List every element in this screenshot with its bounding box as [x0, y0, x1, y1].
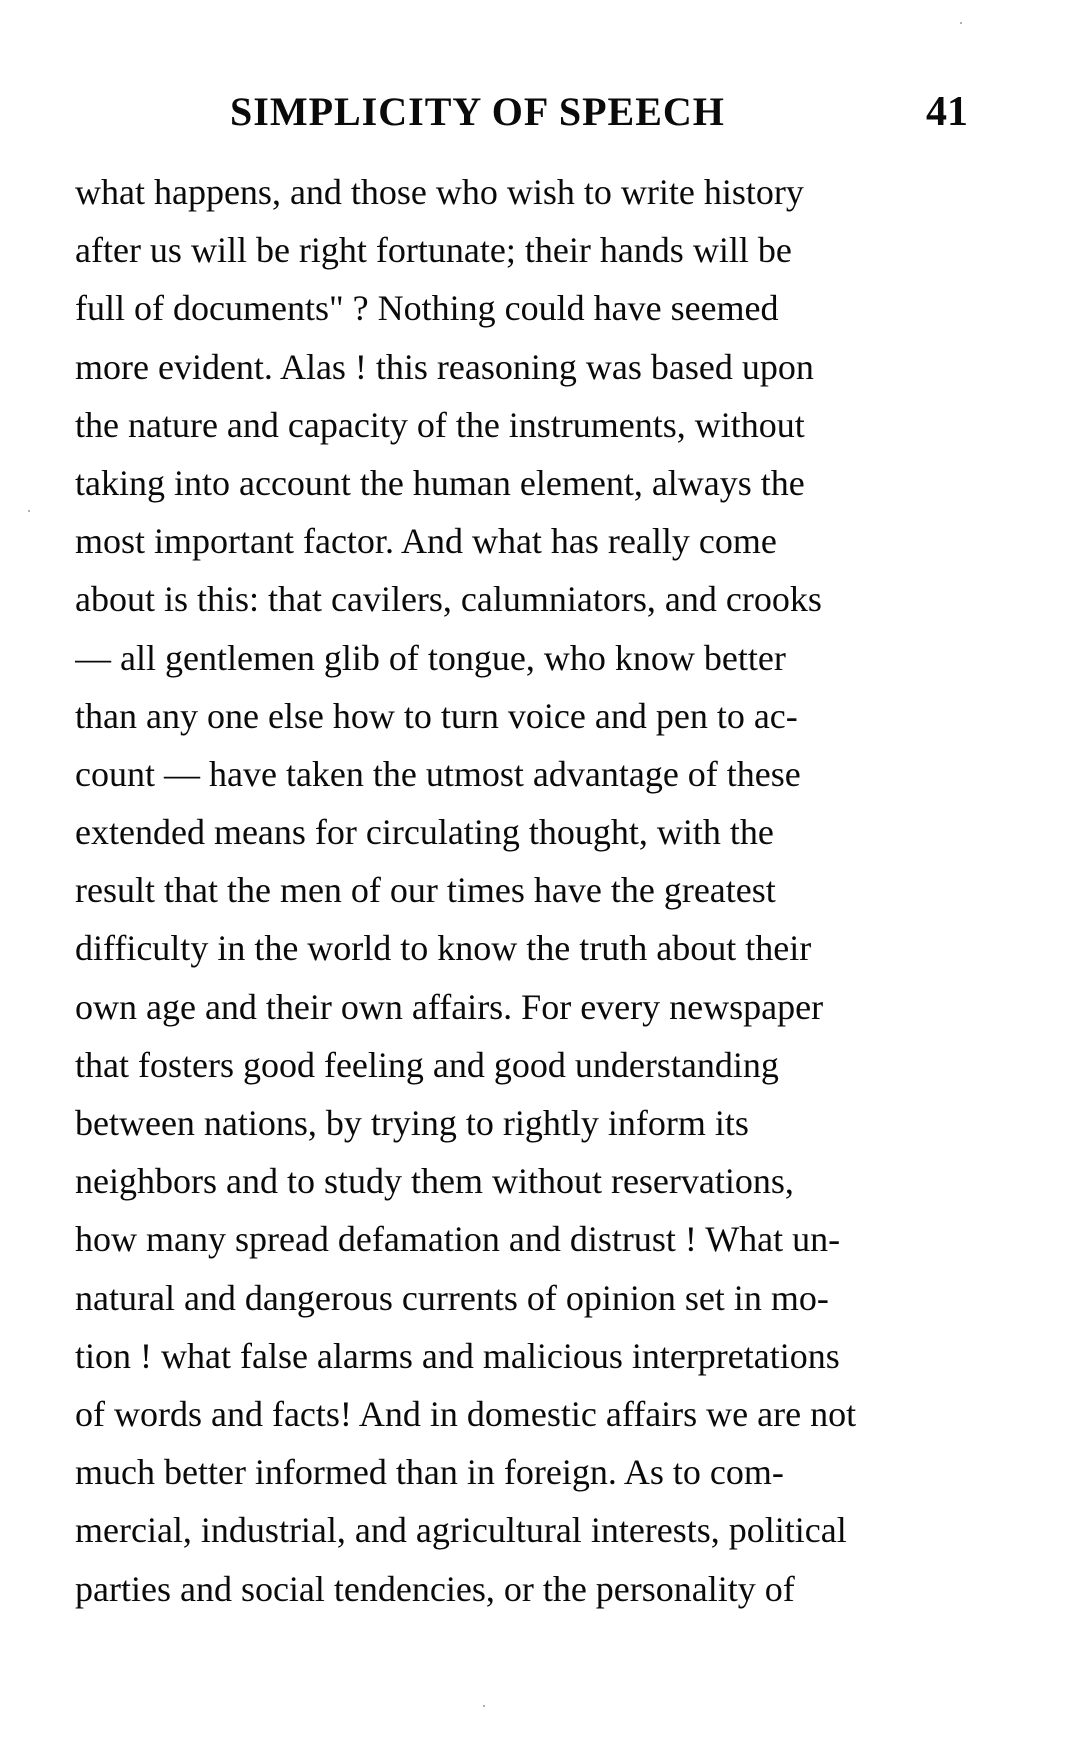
text-line: about is this: that cavilers, calumniators, and crooks	[75, 579, 822, 620]
text-line: that fosters good feeling and good understanding	[75, 1044, 779, 1085]
running-title: SIMPLICITY OF SPEECH	[230, 89, 725, 134]
text-line: tion ! what false alarms and malicious interpretations	[75, 1335, 840, 1376]
text-line: extended means for circulating thought, with the	[75, 812, 774, 853]
paper-speck	[960, 22, 962, 24]
text-line: the nature and capacity of the instruments, without	[75, 404, 805, 445]
text-line: between nations, by trying to rightly inform its	[75, 1103, 749, 1143]
text-line: of words and facts! And in domestic affairs we are not	[75, 1393, 857, 1434]
text-line: own age and their own affairs. For every newspaper	[75, 986, 824, 1027]
text-line: most important factor. And what has really come	[75, 521, 777, 562]
page-number: 41	[926, 89, 968, 135]
text-line: difficulty in the world to know the truth about their	[75, 928, 812, 969]
text-line: much better informed than in foreign. As to com-	[75, 1452, 784, 1493]
text-line: mercial, industrial, and agricultural interests, political	[75, 1510, 847, 1551]
paper-speck	[483, 1705, 485, 1707]
text-line: more evident. Alas ! this reasoning was based upon	[75, 346, 814, 387]
text-line: after us will be right fortunate; their hands will be	[75, 230, 792, 271]
body-text	[75, 163, 970, 1618]
page-header	[75, 88, 970, 148]
paper-speck	[28, 510, 30, 512]
text-line: what happens, and those who wish to write history	[75, 172, 804, 212]
text-line: result that the men of our times have the greatest	[75, 870, 776, 911]
text-line: natural and dangerous currents of opinion set in mo-	[75, 1277, 829, 1318]
text-line: taking into account the human element, always the	[75, 462, 805, 503]
text-line: parties and social tendencies, or the personality of	[75, 1568, 795, 1609]
text-line: full of documents" ? Nothing could have seemed	[75, 288, 779, 329]
text-line: how many spread defamation and distrust ! What un-	[75, 1219, 841, 1260]
text-line: than any one else how to turn voice and pen to ac-	[75, 695, 798, 736]
text-line: neighbors and to study them without reservations,	[75, 1161, 794, 1202]
text-line: — all gentlemen glib of tongue, who know better	[75, 637, 786, 678]
text-line: count — have taken the utmost advantage of these	[75, 753, 801, 794]
